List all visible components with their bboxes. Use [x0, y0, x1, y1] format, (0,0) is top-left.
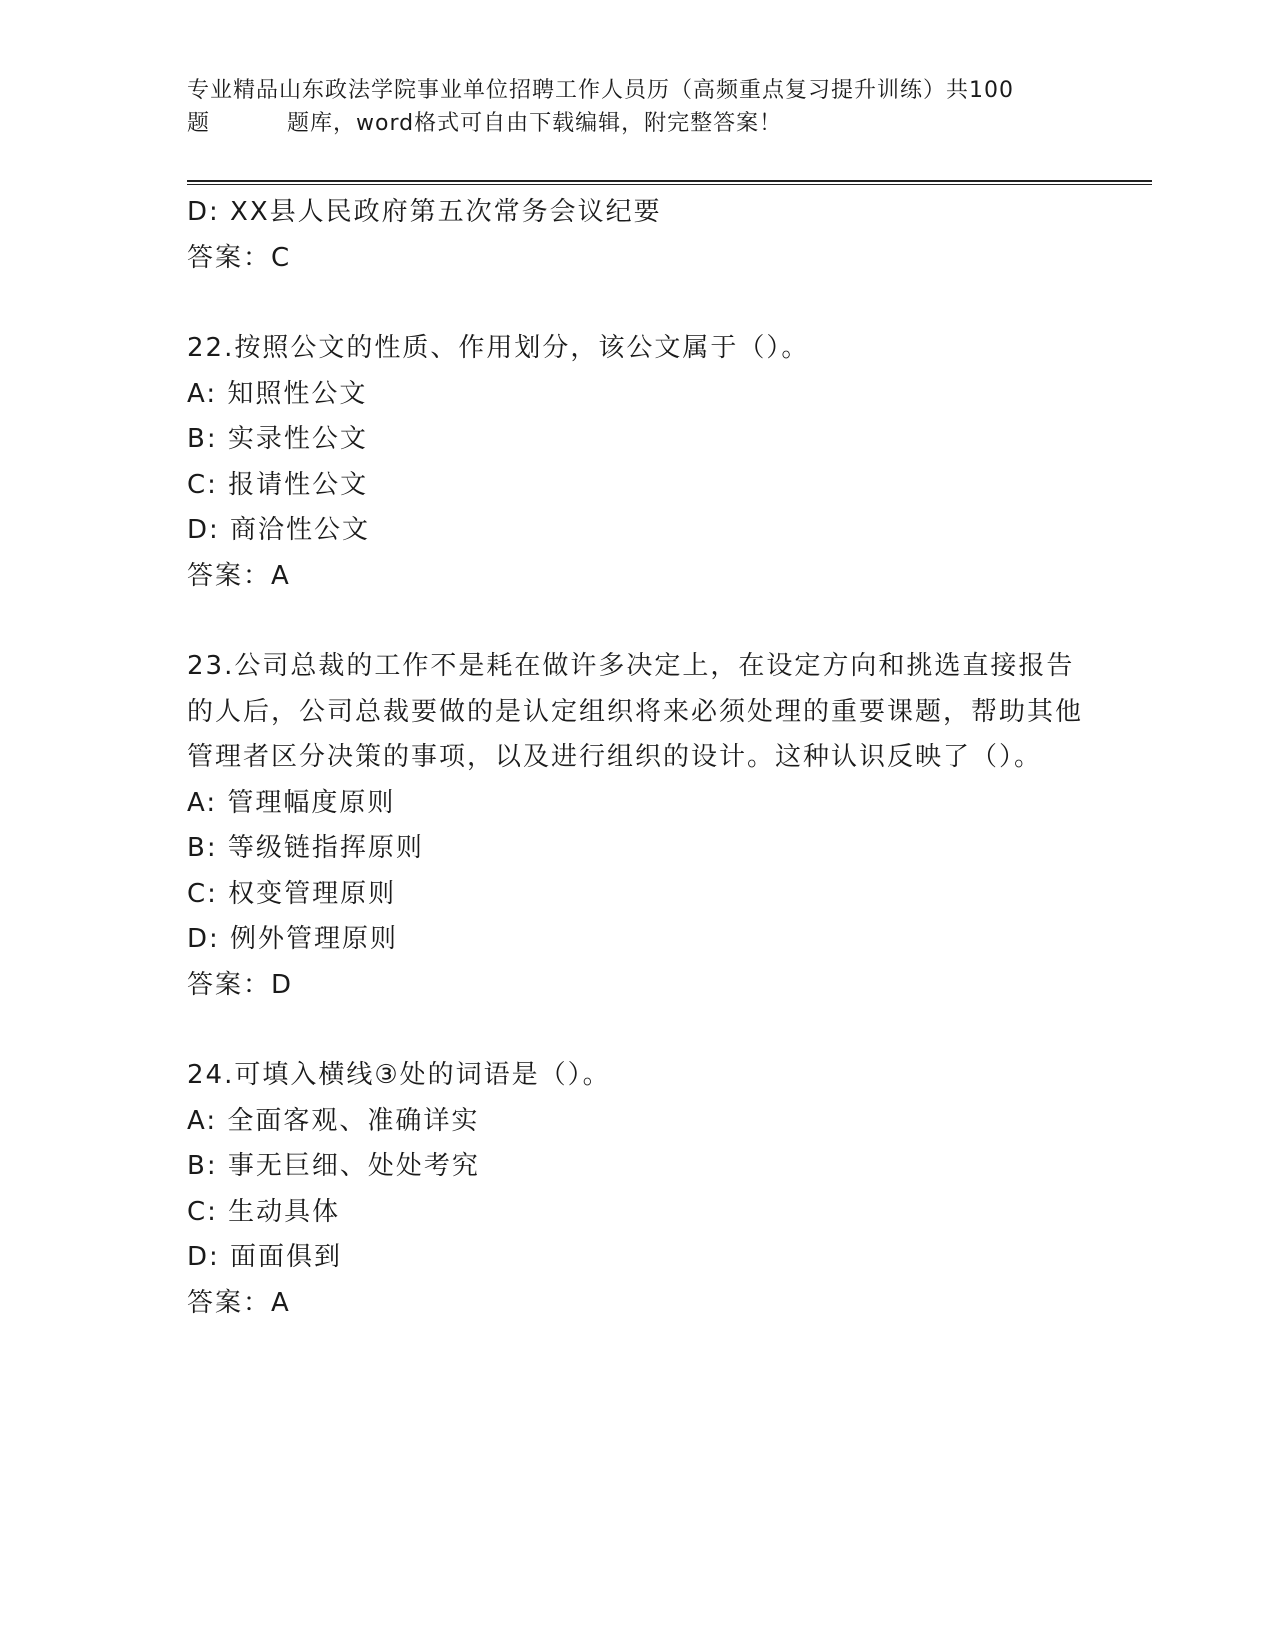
option-d: D: 商洽性公文: [187, 515, 371, 545]
option-c: C: 权变管理原则: [187, 878, 397, 909]
header-line2-left: 题: [187, 111, 211, 136]
document-body: [187, 190, 1087, 1371]
question-text: 23.公司总裁的工作不是耗在做许多决定上，在设定方向和挑选直接报告的人后，公司总裁要做的是认定组织将来必须处理的重要课题，帮助其他管理者区分决策的事项，以及进行组织的设计。这种认识反映了（）。: [187, 651, 1084, 772]
option-d: D: 面面俱到: [187, 1242, 343, 1272]
option-c: C: 报请性公文: [187, 469, 369, 500]
option-d: D: 例外管理原则: [187, 924, 399, 954]
header-title-line1: 专业精品山东政法学院事业单位招聘工作人员历（高频重点复习提升训练）共100: [187, 78, 1014, 103]
option-b: B: 等级链指挥原则: [187, 833, 424, 863]
header-line2-right: 题库，word格式可自由下载编辑，附完整答案！: [287, 111, 783, 136]
option-c: C: 生动具体: [187, 1196, 341, 1227]
option-a: A: 全面客观、准确详实: [187, 1105, 480, 1136]
answer: 答案：A: [187, 1287, 291, 1318]
header-title-line2: [187, 107, 1087, 140]
question-text: 22.按照公文的性质、作用划分，该公文属于（）。: [187, 333, 810, 363]
option-a: A: 知照性公文: [187, 378, 368, 409]
option-b: B: 事无巨细、处处考究: [187, 1151, 480, 1181]
answer: 答案：A: [187, 560, 291, 591]
question-21-tail: [187, 190, 1087, 281]
question-text: 24.可填入横线③处的词语是（）。: [187, 1060, 611, 1090]
option-d: D: XX县人民政府第五次常务会议纪要: [187, 197, 662, 227]
question-22: [187, 326, 1087, 599]
header-divider: [187, 180, 1152, 182]
option-a: A: 管理幅度原则: [187, 787, 396, 818]
header-divider-thin: [187, 184, 1152, 185]
option-b: B: 实录性公文: [187, 424, 368, 454]
answer: 答案：D: [187, 969, 294, 1000]
question-23: [187, 644, 1087, 1008]
page-header: [187, 74, 1087, 140]
answer: 答案：C: [187, 242, 292, 273]
question-24: [187, 1053, 1087, 1326]
